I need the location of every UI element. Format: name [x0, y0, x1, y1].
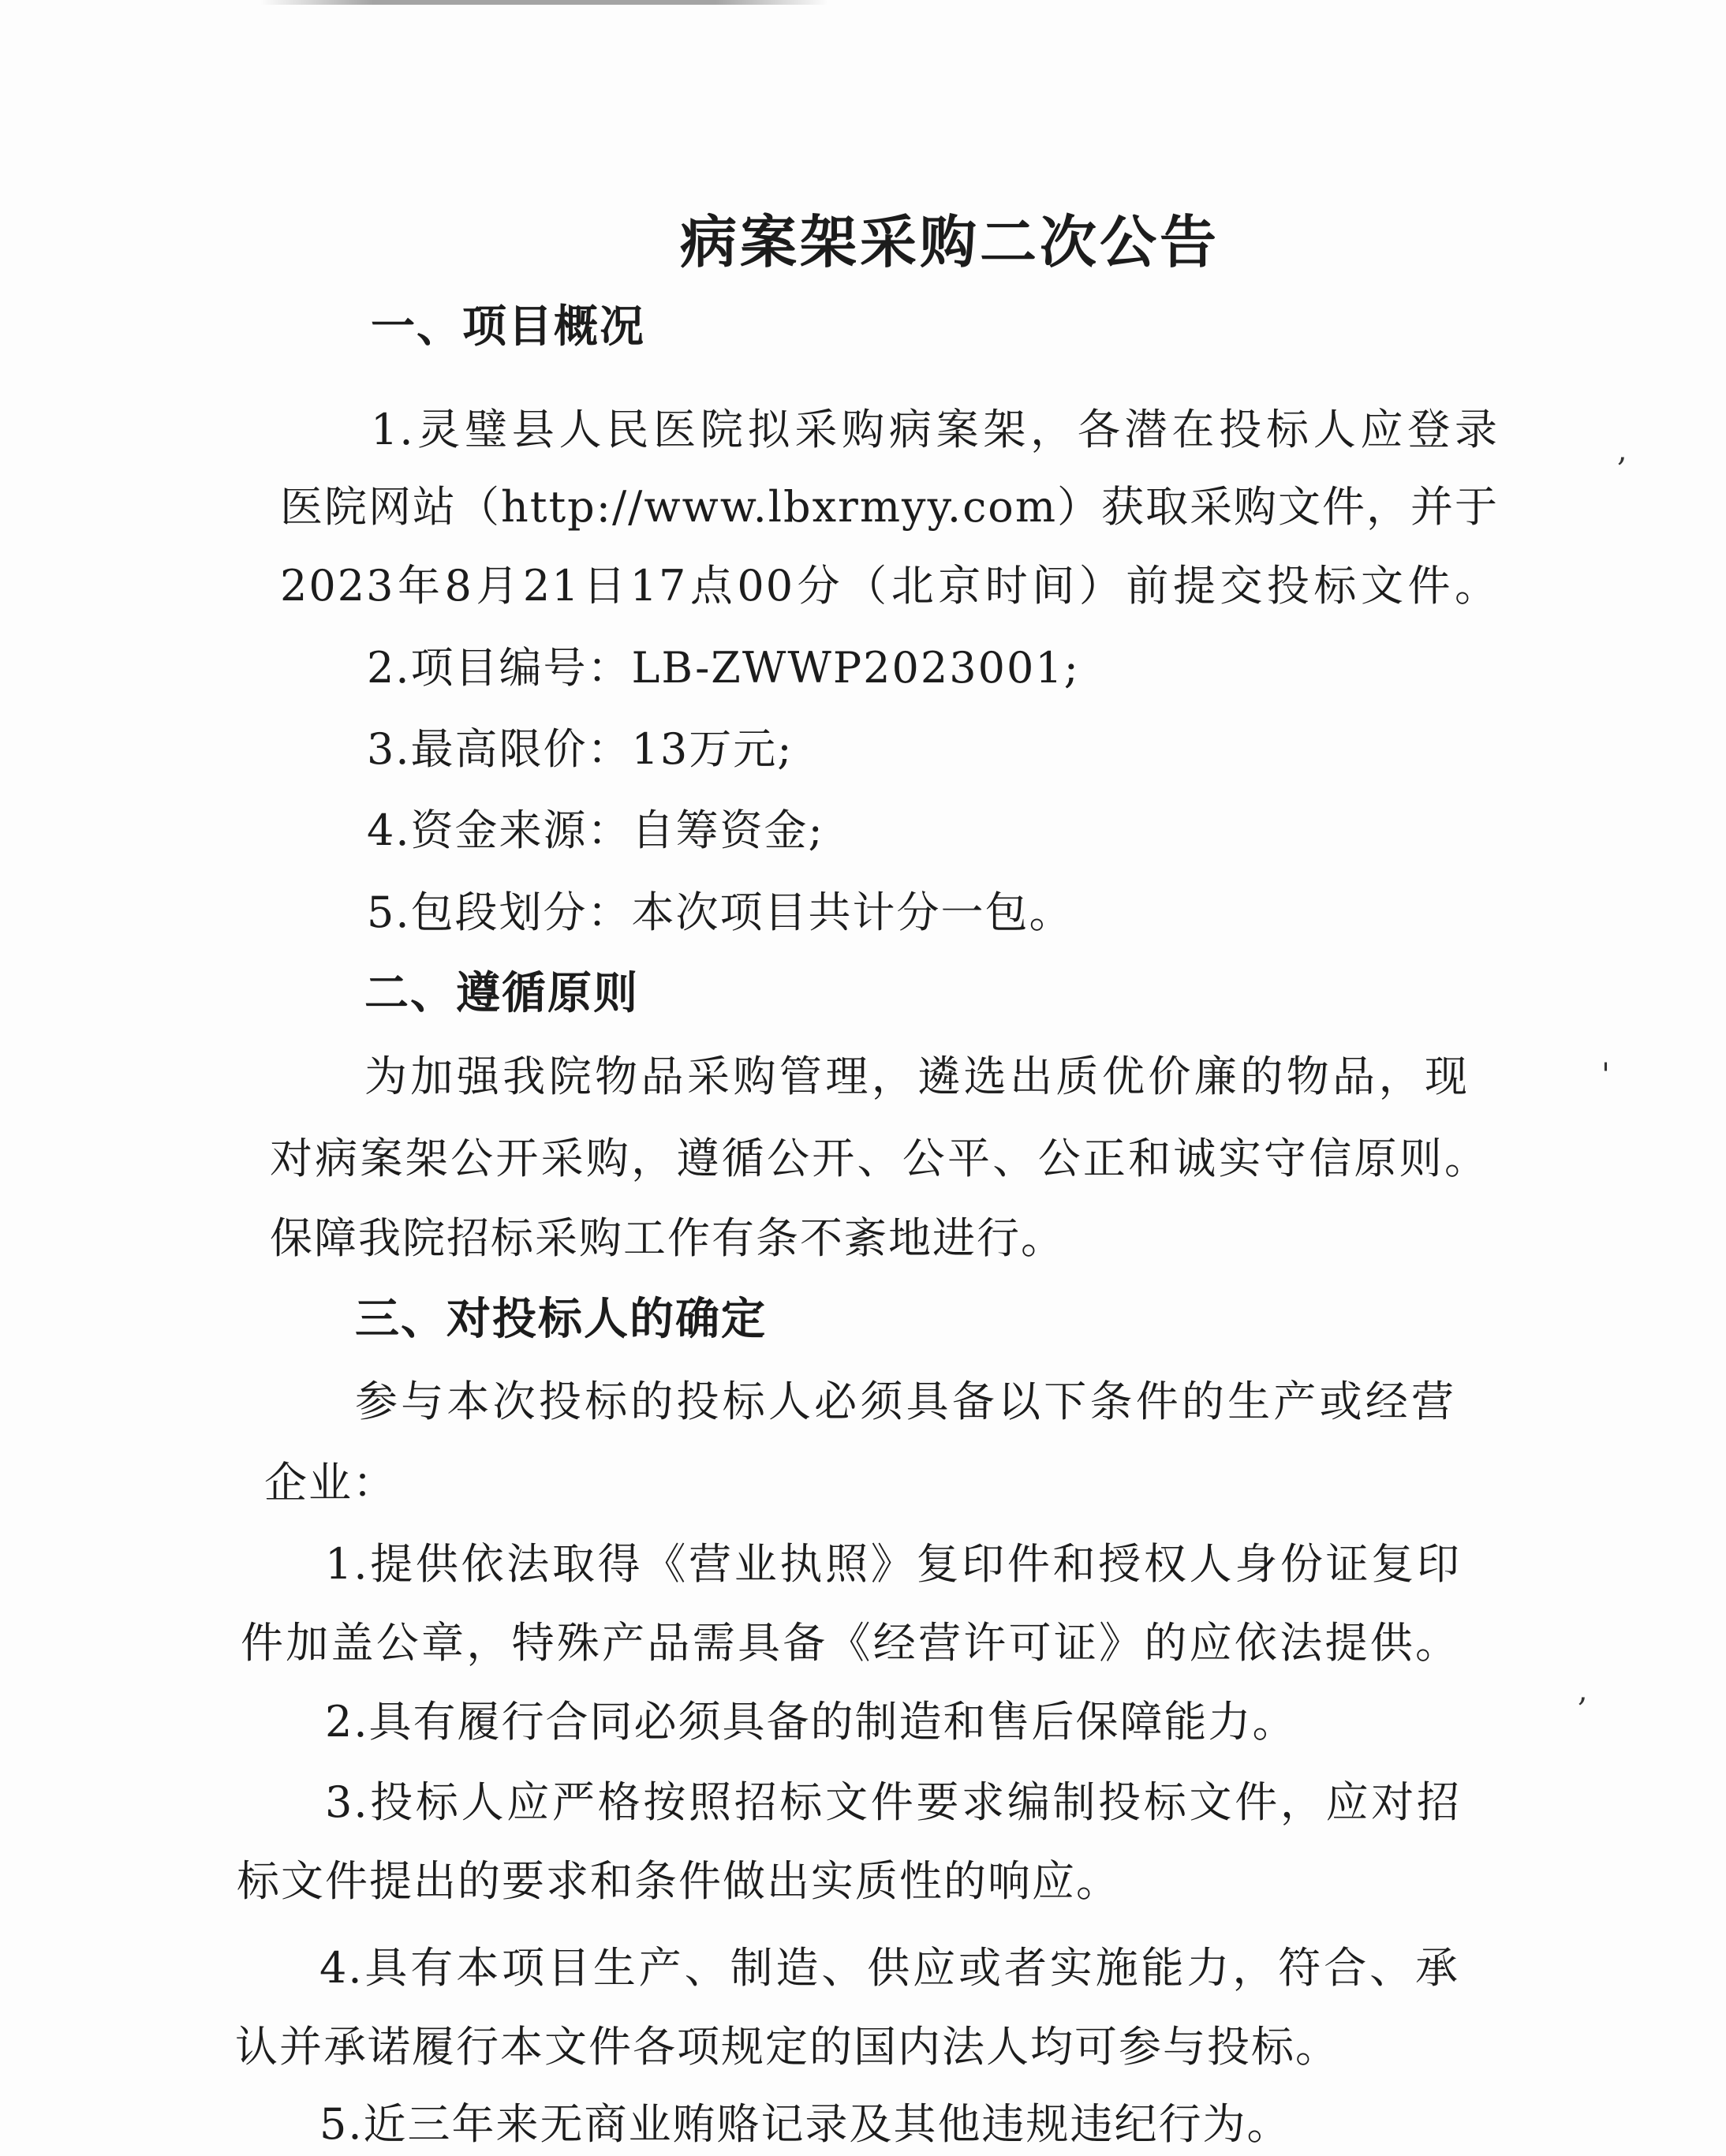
s1-item-3: 3.最高限价：13万元;: [367, 724, 794, 774]
s2-p-line-3: 保障我院招标采购工作有条不紊地进行。: [270, 1213, 1065, 1263]
section-3-heading: 三、对投标人的确定: [355, 1294, 767, 1345]
s3-c2: 2.具有履行合同必须具备的制造和售后保障能力。: [325, 1697, 1297, 1747]
s1-item-4: 4.资金来源：自筹资金;: [367, 805, 824, 855]
s3-c3-line-1: 3.投标人应严格按照招标文件要求编制投标文件，应对招: [325, 1777, 1461, 1827]
s3-c3-line-2: 标文件提出的要求和条件做出实质性的响应。: [237, 1856, 1120, 1906]
s1-item-5: 5.包段划分：本次项目共计分一包。: [367, 887, 1074, 937]
s3-c1-line-2: 件加盖公章，特殊产品需具备《经营许可证》的应依法提供。: [241, 1618, 1459, 1668]
s1-p1-line-1: 1.灵璧县人民医院拟采购病案架，各潜在投标人应登录: [371, 405, 1499, 454]
s1-item-2: 2.项目编号：LB-ZWWP2023001;: [367, 643, 1080, 693]
s3-intro-line-1: 参与本次投标的投标人必须具备以下条件的生产或经营: [355, 1377, 1455, 1426]
s3-intro-line-2: 企业：: [264, 1458, 397, 1508]
margin-mark: ': [1601, 1057, 1610, 1093]
margin-mark: ,: [1617, 432, 1627, 469]
scan-edge-shadow: [260, 0, 828, 5]
margin-mark: ,: [1578, 1672, 1588, 1709]
s3-c5: 5.近三年来无商业贿赂记录及其他违规违纪行为。: [319, 2099, 1291, 2149]
s3-c1-line-1: 1.提供依法取得《营业执照》复印件和授权人身份证复印: [325, 1539, 1461, 1589]
s2-p-line-2: 对病案架公开采购，遵循公开、公平、公正和诚实守信原则。: [270, 1134, 1489, 1183]
s3-c4-line-1: 4.具有本项目生产、制造、供应或者实施能力，符合、承: [319, 1943, 1459, 1993]
page-title: 病案架采购二次公告: [679, 208, 1220, 275]
s2-p-line-1: 为加强我院物品采购管理，遴选出质优价廉的物品，现: [364, 1052, 1469, 1101]
section-2-heading: 二、遵循原则: [364, 968, 639, 1019]
s1-p1-line-2: 医院网站（http://www.lbxrmyy.com）获取采购文件，并于: [280, 482, 1500, 532]
s1-p1-line-3: 2023年8月21日17点00分（北京时间）前提交投标文件。: [280, 561, 1499, 611]
section-1-heading: 一、项目概况: [371, 301, 645, 353]
s3-c4-line-2: 认并承诺履行本文件各项规定的国内法人均可参与投标。: [235, 2022, 1339, 2072]
